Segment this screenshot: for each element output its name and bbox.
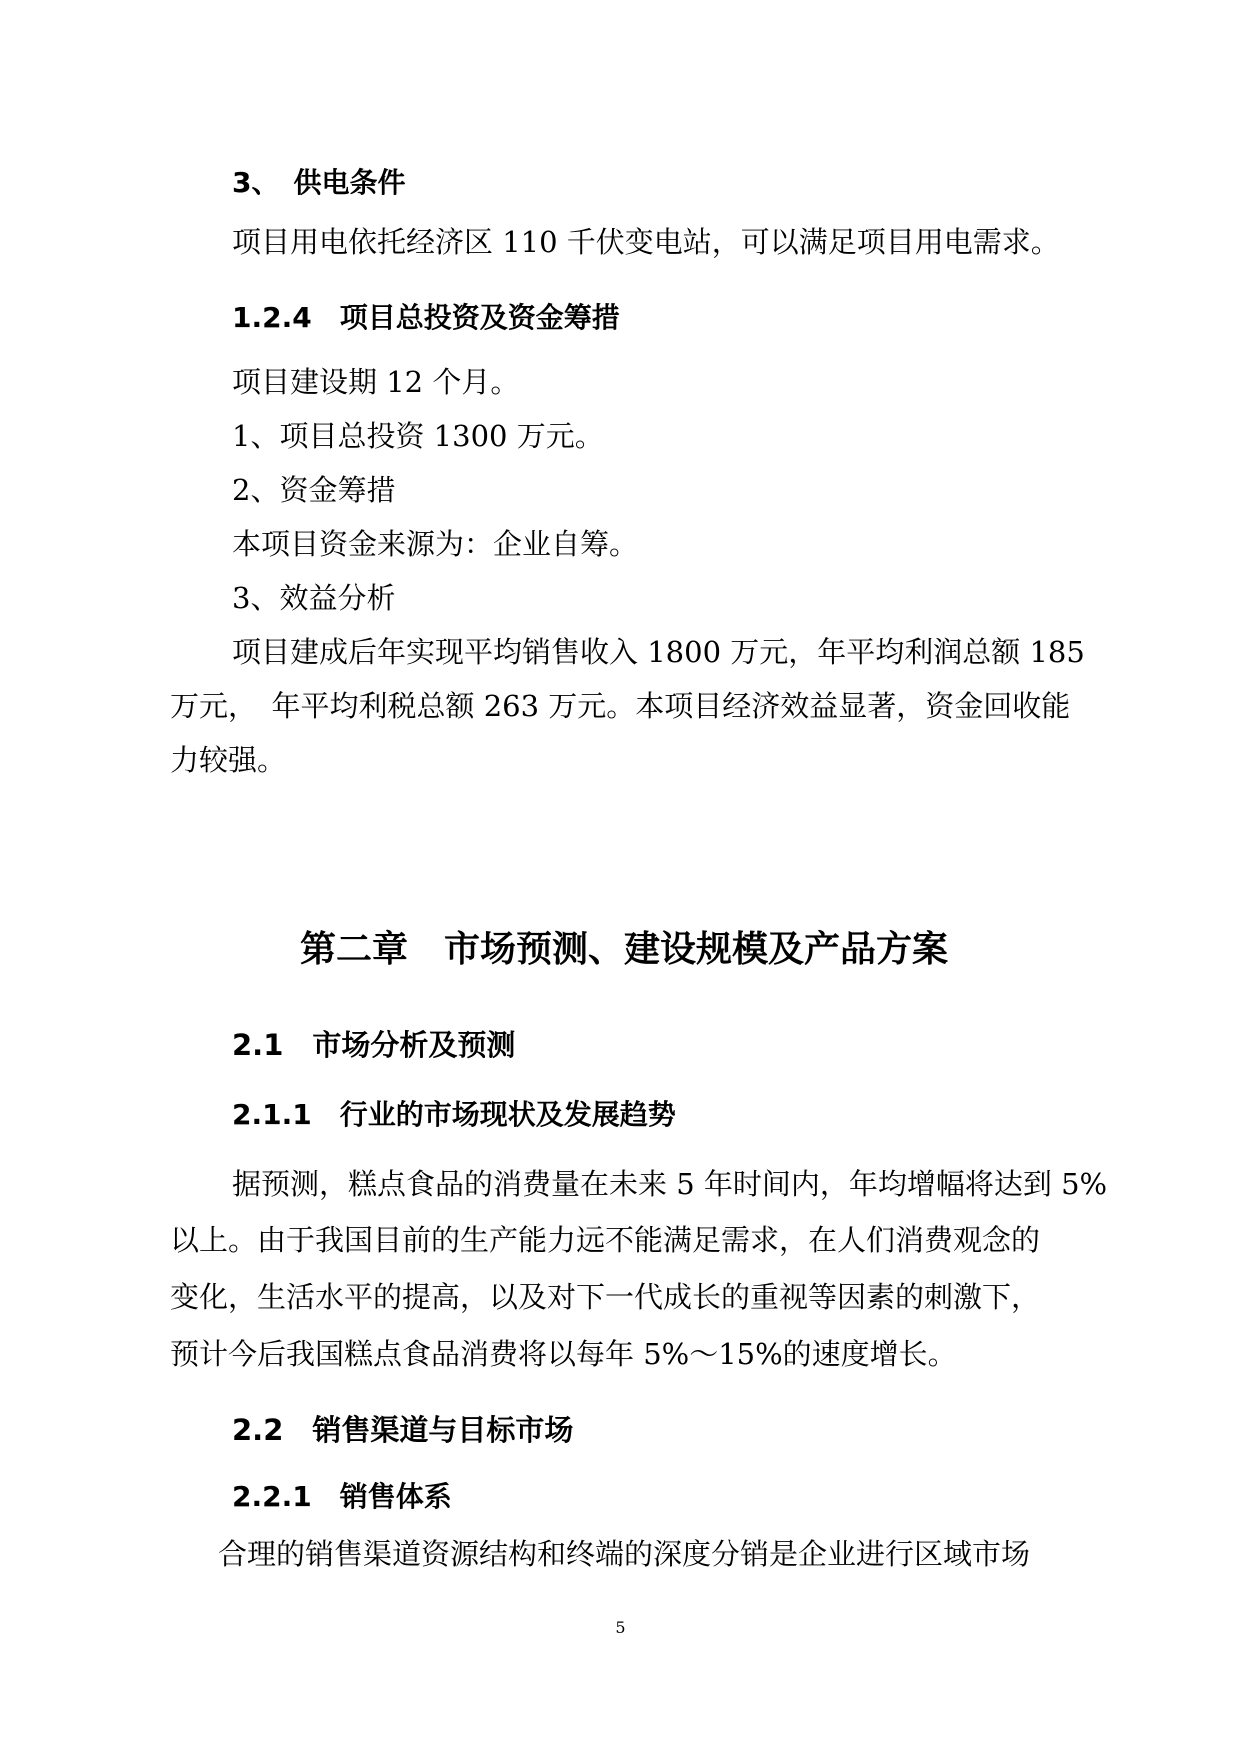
- heading-1-2-4: 1.2.4 项目总投资及资金筹措: [232, 301, 620, 334]
- heading-2-2: 2.2 销售渠道与目标市场: [232, 1413, 574, 1447]
- paragraph-line: 变化，生活水平的提高，以及对下一代成长的重视等因素的刺激下，: [170, 1280, 1041, 1314]
- heading-2-1: 2.1 市场分析及预测: [232, 1028, 516, 1062]
- paragraph-power-supply: 项目用电依托经济区 110 千伏变电站，可以满足项目用电需求。: [232, 225, 1060, 259]
- paragraph-line: 以上。由于我国目前的生产能力远不能满足需求，在人们消费观念的: [170, 1223, 1041, 1257]
- heading-power-supply: 3、 供电条件: [232, 166, 406, 199]
- page-number: 5: [615, 1618, 626, 1637]
- paragraph-line: 2、资金筹措: [232, 473, 396, 507]
- paragraph-line: 万元， 年平均利税总额 263 万元。本项目经济效益显著，资金回收能: [170, 689, 1071, 723]
- paragraph-line: 项目建设期 12 个月。: [232, 365, 520, 399]
- paragraph-line: 项目建成后年实现平均销售收入 1800 万元，年平均利润总额 185: [232, 635, 1085, 669]
- paragraph-line: 1、项目总投资 1300 万元。: [232, 419, 604, 453]
- heading-2-2-1: 2.2.1 销售体系: [232, 1480, 452, 1513]
- paragraph-line: 据预测，糕点食品的消费量在未来 5 年时间内，年均增幅将达到 5%: [232, 1167, 1108, 1201]
- chapter-title: 第二章 市场预测、建设规模及产品方案: [300, 929, 949, 970]
- paragraph-line: 力较强。: [170, 743, 287, 777]
- paragraph-line: 本项目资金来源为：企业自筹。: [232, 527, 639, 561]
- paragraph-line: 合理的销售渠道资源结构和终端的深度分销是企业进行区域市场: [218, 1537, 1031, 1571]
- heading-2-1-1: 2.1.1 行业的市场现状及发展趋势: [232, 1098, 676, 1131]
- paragraph-line: 3、效益分析: [232, 581, 396, 615]
- paragraph-line: 预计今后我国糕点食品消费将以每年 5%～15%的速度增长。: [170, 1337, 957, 1371]
